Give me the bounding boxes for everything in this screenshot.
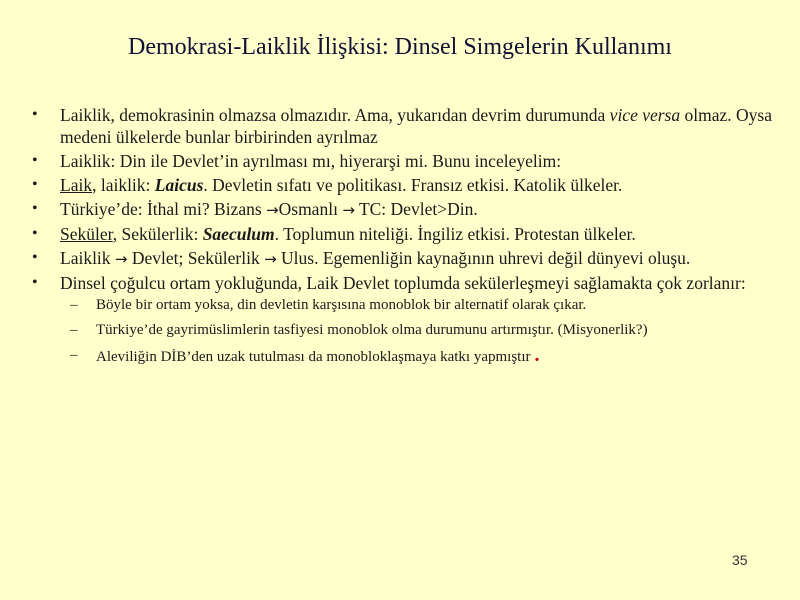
- arrow-right-icon: →: [114, 250, 128, 268]
- bullet-item: [32, 150, 772, 172]
- bullet-text: , laiklik:: [92, 175, 155, 195]
- bullet-item: [32, 223, 772, 245]
- bullet-list: [32, 104, 772, 373]
- bullet-item: [32, 174, 772, 196]
- bullet-text: Laiklik: [60, 248, 115, 268]
- underlined-term: Laik: [60, 175, 93, 195]
- red-dot-icon: .: [534, 344, 540, 366]
- bullet-text: Laiklik: Din ile Devlet’in ayrılması mı, hiyerarşi mi. Bunu inceleyelim:: [60, 151, 562, 171]
- dash-icon: –: [70, 347, 78, 363]
- sub-bullet-item: [60, 346, 772, 367]
- dash-icon: –: [70, 297, 78, 313]
- arrow-right-icon: →: [264, 250, 277, 268]
- bullet-text: . Toplumun niteliği. İngiliz etkisi. Protestan ülkeler.: [274, 224, 636, 244]
- italic-text: vice versa: [609, 105, 681, 125]
- sub-bullet-item: [60, 321, 772, 340]
- sub-bullet-list: [60, 296, 772, 367]
- arrow-right-icon: →: [266, 201, 279, 219]
- dash-icon: –: [70, 322, 78, 338]
- bullet-icon: •: [32, 200, 38, 217]
- arrow-right-icon: →: [342, 201, 355, 219]
- bullet-icon: •: [32, 176, 38, 193]
- bullet-text: TC: Devlet>Din.: [354, 199, 478, 219]
- bold-italic-term: Saeculum: [202, 224, 275, 244]
- bullet-text: . Devletin sıfatı ve politikası. Fransız etkisi. Katolik ülkeler.: [203, 175, 623, 195]
- bullet-text: , Sekülerlik:: [112, 224, 203, 244]
- bullet-text: Dinsel çoğulcu ortam yokluğunda, Laik Devlet toplumda sekülerleşmeyi sağlamakta çok zorlanır:: [60, 273, 746, 293]
- bullet-text: Devlet; Sekülerlik: [127, 248, 265, 268]
- bullet-item: [32, 104, 772, 148]
- bullet-text: Türkiye’de: İthal mi? Bizans: [60, 199, 267, 219]
- bold-italic-term: Laicus: [154, 175, 204, 195]
- slide-title: Demokrasi-Laiklik İlişkisi: Dinsel Simgelerin Kullanımı: [128, 34, 672, 60]
- sub-bullet-text: Böyle bir ortam yoksa, din devletin karşısına monoblok bir alternatif olarak çıkar.: [96, 297, 587, 313]
- page-number: 35: [732, 552, 748, 568]
- sub-bullet-text: Aleviliğin DİB’den uzak tutulması da monobloklaşmaya katkı yapmıştır: [96, 349, 531, 365]
- sub-bullet-text: Türkiye’de gayrimüslimlerin tasfiyesi monoblok olma durumunu artırmıştır. (Misyonerlik?): [96, 322, 648, 338]
- bullet-text: Osmanlı: [278, 199, 343, 219]
- bullet-text: olmaz. Oysa medeni ülkelerde bunlar birbirinden ayrılmaz: [60, 105, 772, 147]
- sub-bullet-item: [60, 296, 772, 315]
- underlined-term: Seküler: [60, 224, 113, 244]
- bullet-icon: •: [32, 152, 38, 169]
- bullet-text: Ulus. Egemenliğin kaynağının uhrevi değil dünyevi oluşu.: [276, 248, 691, 268]
- bullet-item: [32, 272, 772, 367]
- bullet-icon: •: [32, 225, 38, 242]
- bullet-item: [32, 198, 772, 221]
- bullet-item: [32, 247, 772, 270]
- bullet-icon: •: [32, 249, 38, 266]
- bullet-text: Laiklik, demokrasinin olmazsa olmazıdır. Ama, yukarıdan devrim durumunda: [60, 105, 610, 125]
- bullet-icon: •: [32, 106, 38, 123]
- bullet-icon: •: [32, 274, 38, 291]
